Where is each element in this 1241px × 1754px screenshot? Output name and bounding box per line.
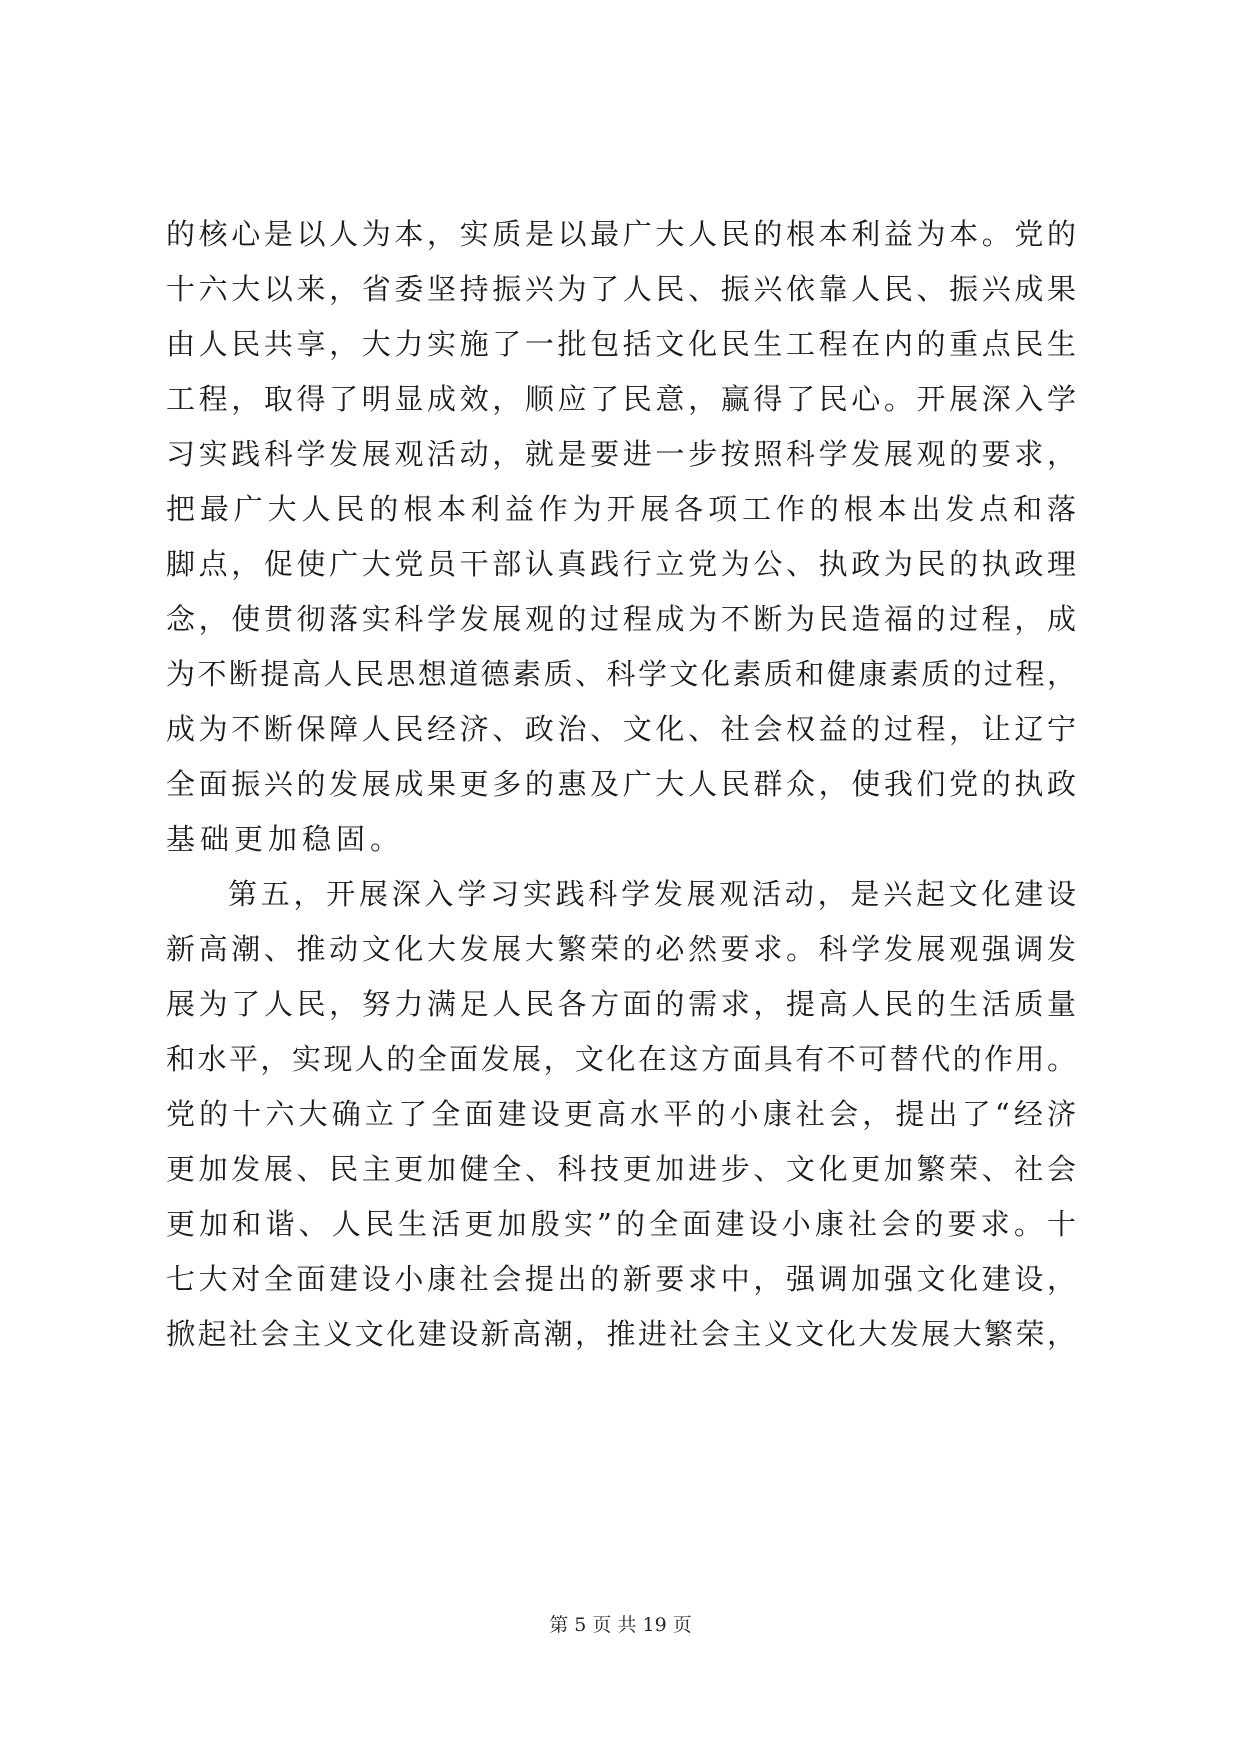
text-line: 全面振兴的发展成果更多的惠及广大人民群众，使我们党的执政 bbox=[166, 767, 1076, 801]
text-line: 十六大以来，省委坚持振兴为了人民、振兴依靠人民、振兴成果 bbox=[166, 272, 1076, 306]
text-line: 工程，取得了明显成效，顺应了民意，赢得了民心。开展深入学 bbox=[166, 382, 1076, 416]
text-line: 更加发展、民主更加健全、科技更加进步、文化更加繁荣、社会 bbox=[166, 1152, 1076, 1186]
text-line: 的核心是以人为本，实质是以最广大人民的根本利益为本。党的 bbox=[166, 217, 1076, 251]
text-line: 习实践科学发展观活动，就是要进一步按照科学发展观的要求， bbox=[166, 437, 1076, 471]
text-line: 更加和谐、人民生活更加殷实”的全面建设小康社会的要求。十 bbox=[166, 1207, 1076, 1241]
text-line: 把最广大人民的根本利益作为开展各项工作的根本出发点和落 bbox=[166, 492, 1076, 526]
text-line: 为不断提高人民思想道德素质、科学文化素质和健康素质的过程， bbox=[166, 657, 1076, 691]
text-line: 念，使贯彻落实科学发展观的过程成为不断为民造福的过程，成 bbox=[166, 602, 1076, 636]
text-line: 七大对全面建设小康社会提出的新要求中，强调加强文化建设， bbox=[166, 1262, 1076, 1296]
text-line: 新高潮、推动文化大发展大繁荣的必然要求。科学发展观强调发 bbox=[166, 932, 1076, 966]
page-number-footer: 第 5 页 共 19 页 bbox=[549, 1614, 692, 1636]
text-line: 基础更加稳固。 bbox=[166, 822, 405, 856]
text-line: 和水平，实现人的全面发展，文化在这方面具有不可替代的作用。 bbox=[166, 1042, 1076, 1076]
text-line: 党的十六大确立了全面建设更高水平的小康社会，提出了“经济 bbox=[166, 1097, 1076, 1131]
text-line: 由人民共享，大力实施了一批包括文化民生工程在内的重点民生 bbox=[166, 327, 1076, 361]
text-line: 第五，开展深入学习实践科学发展观活动，是兴起文化建设 bbox=[228, 877, 1076, 911]
text-line: 掀起社会主义文化建设新高潮，推进社会主义文化大发展大繁荣， bbox=[166, 1317, 1076, 1351]
text-line: 展为了人民，努力满足人民各方面的需求，提高人民的生活质量 bbox=[166, 987, 1076, 1021]
text-line: 成为不断保障人民经济、政治、文化、社会权益的过程，让辽宁 bbox=[166, 712, 1076, 746]
text-line: 脚点，促使广大党员干部认真践行立党为公、执政为民的执政理 bbox=[166, 547, 1076, 581]
